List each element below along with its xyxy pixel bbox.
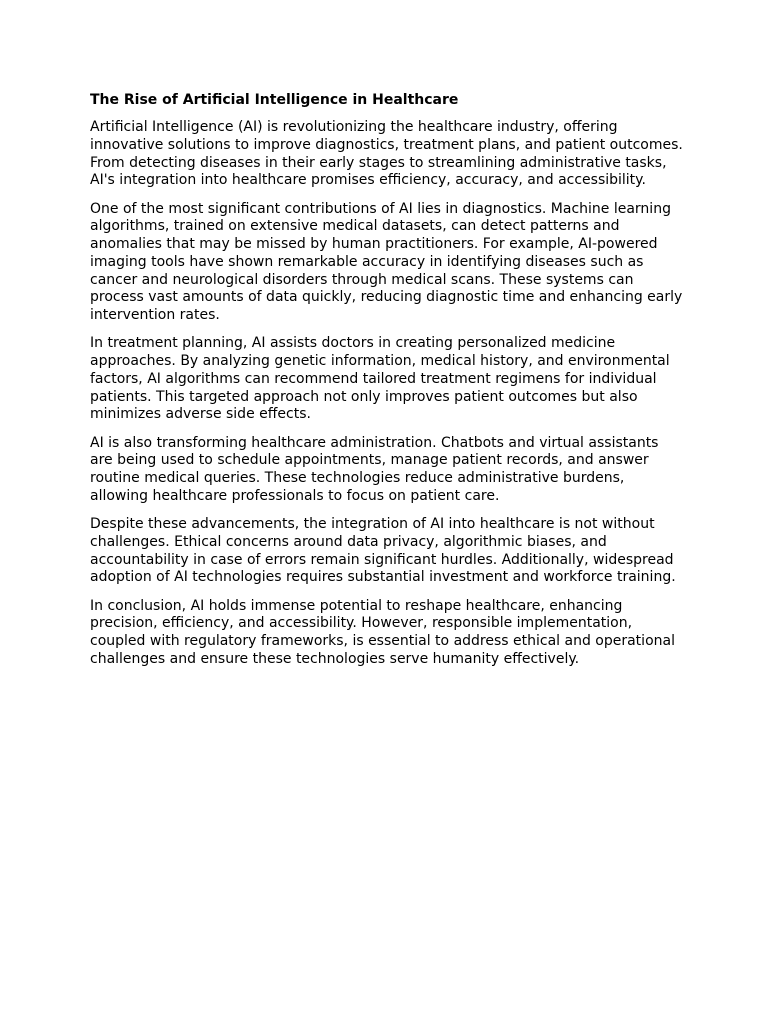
paragraph-line: approaches. By analyzing genetic information, medical history, and environmental [90,353,670,369]
document-paragraph [90,335,690,424]
paragraph-line: AI's integration into healthcare promises efficiency, accuracy, and accessibility. [90,172,646,189]
paragraph-line: adoption of AI technologies requires substantial investment and workforce training. [90,569,676,586]
paragraph-line: challenges and ensure these technologies serve humanity effectively. [90,650,580,667]
paragraph-line: coupled with regulatory frameworks, is essential to address ethical and operational [90,633,675,649]
document-paragraph [90,201,690,325]
paragraph-line: cancer and neurological disorders through medical scans. These systems can [90,271,634,288]
paragraph-line: factors, AI algorithms can recommend tailored treatment regimens for individual [90,370,657,387]
paragraph-line: algorithms, trained on extensive medical datasets, can detect patterns and [90,218,620,235]
paragraph-line: In conclusion, AI holds immense potential to reshape healthcare, enhancing [90,597,623,614]
document-page [90,91,690,679]
paragraph-line: anomalies that may be missed by human practitioners. For example, AI-powered [90,236,658,252]
paragraph-line: allowing healthcare professionals to focus on patient care. [90,487,500,504]
document-body [90,119,690,669]
paragraph-line: routine medical queries. These technologies reduce administrative burdens, [90,470,625,486]
paragraph-line: Artificial Intelligence (AI) is revolutionizing the healthcare industry, offering [90,119,618,135]
document-title: The Rise of Artificial Intelligence in Healthcare [90,92,459,108]
document-paragraph [90,598,690,669]
paragraph-line: intervention rates. [90,307,220,323]
paragraph-line: minimizes adverse side effects. [90,406,311,423]
paragraph-line: From detecting diseases in their early stages to streamlining administrative tasks, [90,154,667,171]
paragraph-line: challenges. Ethical concerns around data privacy, algorithmic biases, and [90,533,607,550]
paragraph-line: AI is also transforming healthcare administration. Chatbots and virtual assistants [90,434,659,451]
document-paragraph [90,516,690,587]
paragraph-line: accountability in case of errors remain significant hurdles. Additionally, widespread [90,551,674,568]
document-paragraph [90,435,690,506]
paragraph-line: imaging tools have shown remarkable accuracy in identifying diseases such as [90,253,644,270]
paragraph-line: precision, efficiency, and accessibility. However, responsible implementation, [90,615,633,632]
paragraph-line: process vast amounts of data quickly, reducing diagnostic time and enhancing early [90,289,683,306]
paragraph-line: are being used to schedule appointments, manage patient records, and answer [90,452,649,469]
paragraph-line: patients. This targeted approach not only improves patient outcomes but also [90,388,638,405]
paragraph-line: Despite these advancements, the integration of AI into healthcare is not without [90,516,655,532]
paragraph-line: innovative solutions to improve diagnostics, treatment plans, and patient outcomes. [90,136,683,153]
document-paragraph [90,119,690,190]
paragraph-line: One of the most significant contributions of AI lies in diagnostics. Machine learning [90,200,671,217]
paragraph-line: In treatment planning, AI assists doctors in creating personalized medicine [90,335,616,352]
